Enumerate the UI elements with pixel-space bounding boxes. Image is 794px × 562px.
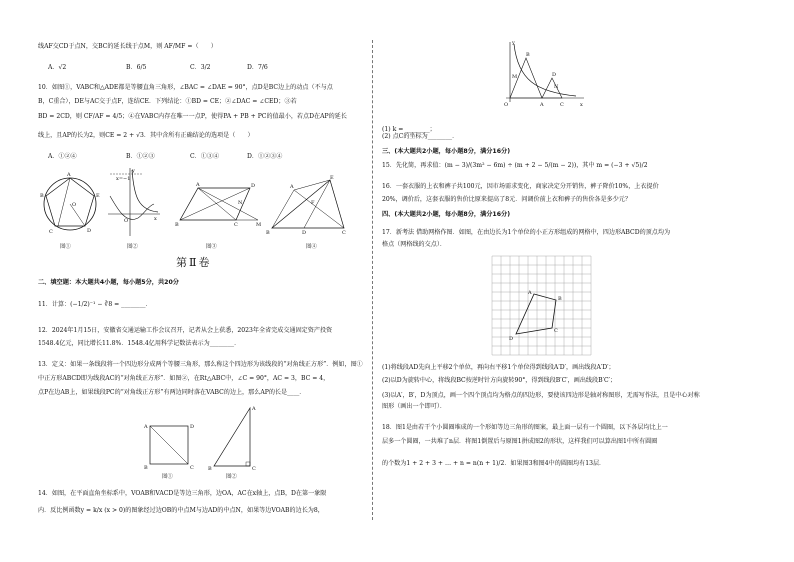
- q9-tail: 线AF交CD于点N，交BC的延长线于点M，则 AF/MF =（ ）: [38, 43, 217, 50]
- q13-line2: 中正方形ABCD即为线段AC的“对角线正方形”．如图②，在Rt△ABC中，∠C = 90°，AC = 3，BC = 4，: [38, 375, 330, 382]
- svg-text:C: C: [554, 328, 558, 334]
- figure-2-curve-diagram: [108, 166, 160, 240]
- svg-text:D: D: [302, 230, 307, 236]
- q9-option-d: D．7/6: [247, 64, 268, 71]
- svg-text:M: M: [512, 74, 518, 80]
- section3-heading: 三、(本大题共2小题，每小题8分，满分16分): [382, 148, 511, 155]
- svg-text:B: B: [144, 465, 148, 471]
- q14-line1: 14．如图，在平面直角坐标系中，VOAB和VACD是等边三角形，边OA，AC在x轴上，点B，D在第一象限: [38, 490, 327, 497]
- svg-text:A: A: [528, 290, 532, 296]
- svg-text:x: x: [580, 102, 583, 108]
- part2-title: 第Ⅱ卷: [176, 256, 212, 269]
- q18-line2: 层多一个圆圈，一共堆了n层．将图1倒置后与原图1拼成图2的形状，这样我们可以算出图1中所有圆圈: [382, 438, 658, 445]
- svg-text:A: A: [196, 182, 200, 188]
- svg-text:C: C: [342, 230, 346, 236]
- q10-line2: B，C重合），DE与AC交于点F，连结CE．下列结论：①BD = CE；②∠DAC = ∠CED；③若: [38, 98, 297, 105]
- q10-option-d: D．①②③④: [247, 153, 283, 160]
- q16-line2: 20%，调价后，这套衣服的售价比原来提高了8元．问调价前上衣和裤子的售价各是多少元？: [382, 196, 631, 203]
- svg-text:x=−1: x=−1: [116, 176, 131, 182]
- svg-text:D: D: [552, 72, 557, 78]
- q9-option-a: A．√2: [48, 64, 67, 71]
- svg-text:A: A: [252, 406, 256, 412]
- q14-part2: (2) 点C的坐标为________．: [382, 133, 459, 140]
- q10-line1: 10．如图①，VABC和△ADE都是等腰直角三角形，∠BAC = ∠DAE = 90°，点D是BC边上的动点（不与点: [38, 84, 333, 91]
- svg-text:D: D: [251, 183, 256, 189]
- q17-task3-cont: 图形（画出一个即可）．: [382, 403, 446, 410]
- q17-task2: (2)以D为旋转中心，将线段BC按逆时针方向旋转90°，得到线段B′C′，画出线段B′C′；: [382, 377, 617, 384]
- fig-caption-4: 图④: [306, 244, 317, 250]
- figure-3-parallelogram: [172, 182, 262, 228]
- q15: 15．先化简，再求值：(m − 3)/(3m² − 6m) ÷ (m + 2 − 5/(m − 2))，其中 m = (−3 + √5)/2: [382, 162, 648, 169]
- q16-line1: 16．一套衣服的上衣和裤子共100元，因市场需求变化，商家决定分开销售，裤子降价10%，上衣提价: [382, 183, 659, 190]
- svg-text:B: B: [40, 193, 44, 199]
- svg-text:B: B: [175, 222, 179, 228]
- svg-text:C: C: [252, 466, 256, 472]
- svg-text:A: A: [540, 102, 544, 108]
- q13-figure-square: [142, 420, 194, 472]
- q12-line2: 1548.4亿元，同比增长11.8%．1548.4亿用科学记数法表示为________．: [38, 340, 241, 347]
- svg-text:F: F: [311, 200, 315, 206]
- q13-line1: 13．定义：如果一条线段将一个四边形分成两个等腰三角形，那么称这个四边形为该线段的“对角线正方形”．例如，图①: [38, 361, 363, 368]
- svg-text:A: A: [144, 424, 148, 430]
- svg-text:D: D: [509, 336, 514, 342]
- right-column: [376, 0, 794, 562]
- column-divider: [372, 40, 373, 520]
- q10-option-c: C．①③④: [190, 153, 220, 160]
- q10-line3: BD = 2CD，则 CF/AF = 4/5；④在VABC内存在唯一一点P，使得PA + PB + PC的值最小，若点D在AP的延长: [38, 113, 347, 120]
- q17-line2: 格点（网格线的交点）．: [382, 241, 446, 248]
- svg-text:C: C: [49, 229, 53, 235]
- svg-text:E: E: [330, 175, 334, 181]
- svg-text:B: B: [526, 52, 530, 58]
- q18-line1: 18．图1是由若干个小圆圈堆成的一个形如等边三角形的图案，最上面一层有一个圆圈，以下各层均比上一: [382, 424, 668, 431]
- svg-text:D: D: [87, 228, 92, 234]
- fig-caption-1: 图①: [60, 244, 71, 250]
- svg-text:B: B: [266, 230, 270, 236]
- svg-text:x: x: [154, 216, 157, 222]
- q14-part1: (1) k = ________；: [382, 126, 436, 133]
- svg-text:M: M: [256, 222, 262, 228]
- svg-text:N: N: [238, 200, 243, 206]
- svg-text:O: O: [72, 202, 77, 208]
- fig-caption-3: 图③: [206, 244, 217, 250]
- q13-caption-2: 图②: [226, 474, 237, 480]
- svg-text:C: C: [560, 102, 564, 108]
- svg-text:O: O: [504, 102, 509, 108]
- q17-grid-figure: [492, 256, 600, 360]
- q18-line3: 的个数为1 + 2 + 3 + … + n = n(n + 1)/2．如果图3和图4中的圆圈均有13层．: [382, 460, 606, 467]
- svg-text:C: C: [234, 222, 238, 228]
- svg-text:B: B: [558, 296, 562, 302]
- left-column: [0, 0, 372, 562]
- svg-text:B: B: [208, 466, 212, 472]
- q13-figure-triangle: [208, 404, 278, 472]
- svg-text:E: E: [96, 193, 100, 199]
- q17-task1: (1)将线段AD先向上平移2个单位，再向右平移1个单位得到线段A′D′，画出线段A′D′；: [382, 364, 615, 371]
- fig-caption-2: 图②: [127, 244, 138, 250]
- q10-line4: 线上，且AP的长为2，则CE = 2 + √3．其中含所有正确结论的选项是（ ）: [38, 132, 254, 139]
- q10-option-a: A．①②④: [48, 153, 77, 160]
- q11: 11．计算：(−1/2)⁻¹ − ∛8 = ________．: [38, 301, 152, 308]
- svg-text:N: N: [554, 84, 559, 90]
- svg-text:D: D: [190, 424, 195, 430]
- figure-1-circle-diagram: [38, 168, 104, 238]
- q13-line3: 点P在边AB上，如果线段PC的“对角线正方形”有两边同时落在VABC的边上，那么AP的长是____．: [38, 389, 306, 396]
- q14-coordinate-graph: [496, 40, 586, 110]
- svg-text:C: C: [190, 465, 194, 471]
- q13-caption-1: 图①: [162, 474, 173, 480]
- q17-line1: 17．新考法 借助网格作图．如图，在由边长为1个单位的小正方形组成的网格中，四边形ABCD的顶点均为: [382, 229, 671, 236]
- q10-option-b: B．①②③: [126, 153, 155, 160]
- q9-option-b: B．6/5: [126, 64, 147, 71]
- section2-heading: 二、填空题：本大题共4小题，每小题5分，共20分: [38, 279, 179, 286]
- svg-text:y: y: [512, 40, 515, 46]
- q12-line1: 12．2024年1月15日，安徽省交通运输工作会议召开，记者从会上获悉，2023年全省完成交通固定资产投资: [38, 327, 333, 334]
- svg-text:y: y: [132, 168, 135, 174]
- q17-task3: (3)以A′，B′，D为顶点，画一个四个顶点均为格点的四边形，要使该四边形是轴对称图形，无需写作法，且是中心对称: [382, 392, 700, 399]
- svg-text:A: A: [290, 184, 294, 190]
- section4-heading: 四、(本大题共2小题，每小题8分，满分16分): [382, 211, 511, 218]
- svg-text:O: O: [124, 218, 129, 224]
- figure-4-triangle: [264, 175, 348, 236]
- svg-text:A: A: [67, 172, 71, 178]
- q14-line2: 内．反比例函数y = k/x (x > 0)的图象经过边OB的中点M与边AD的中点N，如果等边VOAB的边长为8，: [38, 507, 324, 514]
- q9-option-c: C．3/2: [190, 64, 211, 71]
